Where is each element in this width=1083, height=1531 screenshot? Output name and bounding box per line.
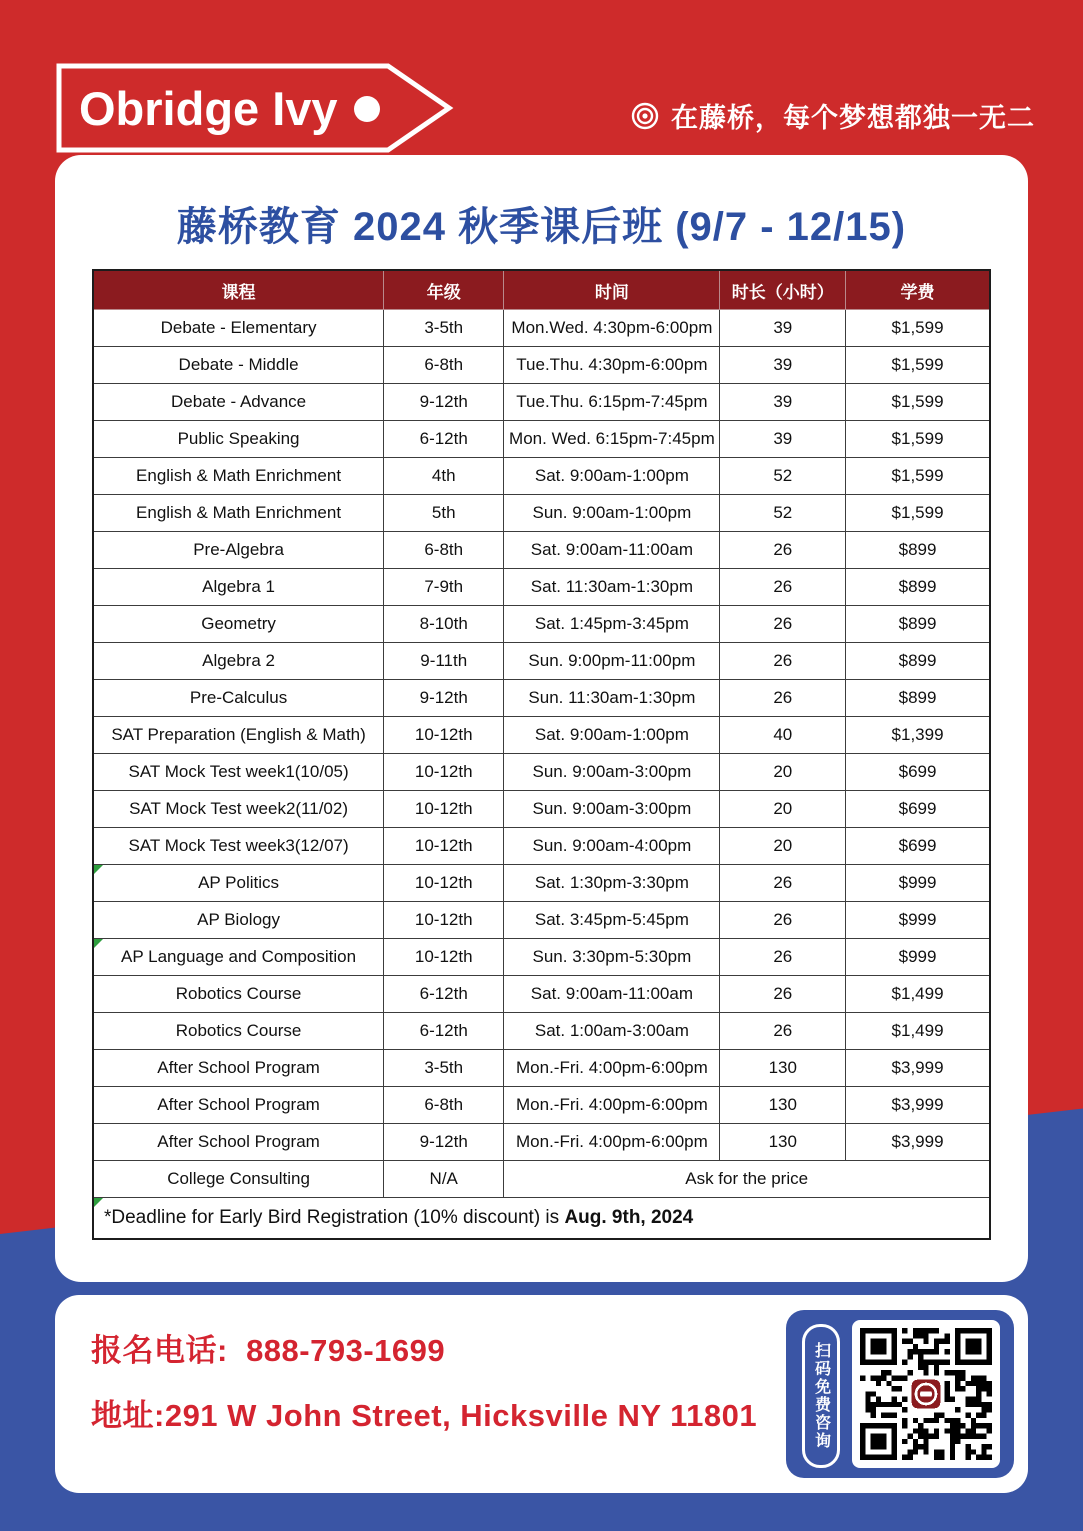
cell-hours: 39 — [720, 384, 846, 421]
cell-time: Sun. 3:30pm-5:30pm — [504, 939, 720, 976]
cell-time: Sat. 3:45pm-5:45pm — [504, 902, 720, 939]
cell-hours: 39 — [720, 310, 846, 347]
cell-grade: 3-5th — [384, 310, 504, 347]
cell-fee: $699 — [846, 754, 990, 791]
cell-hours: 130 — [720, 1050, 846, 1087]
cell-grade: 5th — [384, 495, 504, 532]
table-row — [93, 1087, 990, 1124]
table-row — [93, 569, 990, 606]
cell-fee: $899 — [846, 569, 990, 606]
qr-caption-pill: 扫码免费咨询 — [802, 1324, 840, 1468]
cell-time: Sun. 9:00am-3:00pm — [504, 754, 720, 791]
cell-course: SAT Preparation (English & Math) — [93, 717, 384, 754]
table-row — [93, 865, 990, 902]
cell-hours: 130 — [720, 1124, 846, 1161]
cell-course: Debate - Advance — [93, 384, 384, 421]
cell-time: Sun. 9:00am-1:00pm — [504, 495, 720, 532]
header-slogan — [631, 96, 1035, 135]
cell-time: Sun. 11:30am-1:30pm — [504, 680, 720, 717]
cell-hours: 26 — [720, 532, 846, 569]
address-value: 291 W John Street, Hicksville NY 11801 — [164, 1398, 758, 1433]
cell-course: AP Language and Composition — [93, 939, 384, 976]
cell-hours: 26 — [720, 865, 846, 902]
table-row — [93, 458, 990, 495]
phone-label: 报名电话: — [91, 1333, 228, 1368]
cell-grade: 6-8th — [384, 532, 504, 569]
phone-line — [91, 1325, 757, 1370]
cell-course: Debate - Elementary — [93, 310, 384, 347]
cell-time: Sun. 9:00pm-11:00pm — [504, 643, 720, 680]
table-row — [93, 828, 990, 865]
bullseye-icon — [631, 102, 659, 130]
cell-hours: 20 — [720, 828, 846, 865]
table-header-row — [93, 270, 990, 310]
cell-course: Geometry — [93, 606, 384, 643]
cell-fee: $1,599 — [846, 421, 990, 458]
cell-fee: $1,399 — [846, 717, 990, 754]
cell-grade: 9-12th — [384, 680, 504, 717]
cell-hours: 130 — [720, 1087, 846, 1124]
cell-course: English & Math Enrichment — [93, 458, 384, 495]
course-table-body — [93, 310, 990, 1198]
cell-time: Sun. 9:00am-4:00pm — [504, 828, 720, 865]
cell-time: Sat. 1:00am-3:00am — [504, 1013, 720, 1050]
cell-grade: 10-12th — [384, 828, 504, 865]
course-table — [92, 269, 991, 1240]
cell-time: Mon.-Fri. 4:00pm-6:00pm — [504, 1124, 720, 1161]
course-table-wrap — [92, 269, 991, 1240]
table-row — [93, 1013, 990, 1050]
cell-grade: 10-12th — [384, 939, 504, 976]
cell-fee: $3,999 — [846, 1050, 990, 1087]
page-title: 藤桥教育 2024 秋季课后班 (9/7 - 12/15) — [176, 205, 907, 249]
cell-course: SAT Mock Test week1(10/05) — [93, 754, 384, 791]
logo-dot — [354, 96, 380, 122]
qr-panel — [786, 1310, 1014, 1478]
cell-fee: $999 — [846, 865, 990, 902]
cell-hours: 26 — [720, 976, 846, 1013]
cell-hours: 39 — [720, 347, 846, 384]
cell-grade: N/A — [384, 1161, 504, 1198]
cell-course: Public Speaking — [93, 421, 384, 458]
cell-time: Sun. 9:00am-3:00pm — [504, 791, 720, 828]
cell-hours: 39 — [720, 421, 846, 458]
cell-course: Robotics Course — [93, 1013, 384, 1050]
deadline-note-row — [93, 1198, 990, 1240]
cell-course: Algebra 1 — [93, 569, 384, 606]
deadline-note-cell — [93, 1198, 990, 1240]
logo-banner — [55, 62, 455, 154]
cell-fee: $1,599 — [846, 310, 990, 347]
logo-arrow-shape — [55, 62, 455, 154]
cell-course: Pre-Algebra — [93, 532, 384, 569]
table-row — [93, 939, 990, 976]
table-row — [93, 791, 990, 828]
cell-time: Mon.-Fri. 4:00pm-6:00pm — [504, 1087, 720, 1124]
cell-time: Sat. 11:30am-1:30pm — [504, 569, 720, 606]
cell-hours: 26 — [720, 902, 846, 939]
cell-time: Sat. 1:45pm-3:45pm — [504, 606, 720, 643]
cell-hours: 52 — [720, 495, 846, 532]
cell-course: Debate - Middle — [93, 347, 384, 384]
corner-mark — [94, 939, 103, 948]
contact-card — [55, 1295, 1028, 1493]
cell-fee: $999 — [846, 939, 990, 976]
cell-time: Mon.-Fri. 4:00pm-6:00pm — [504, 1050, 720, 1087]
cell-course: Pre-Calculus — [93, 680, 384, 717]
slogan-text: 在藤桥，每个梦想都独一无二 — [671, 103, 1035, 133]
cell-time: Tue.Thu. 6:15pm-7:45pm — [504, 384, 720, 421]
cell-hours: 26 — [720, 1013, 846, 1050]
table-row — [93, 643, 990, 680]
table-row — [93, 384, 990, 421]
table-row — [93, 347, 990, 384]
address-label: 地址: — [91, 1398, 165, 1433]
cell-course: College Consulting — [93, 1161, 384, 1198]
cell-grade: 8-10th — [384, 606, 504, 643]
address-line — [91, 1390, 757, 1435]
cell-hours: 40 — [720, 717, 846, 754]
cell-fee: $1,499 — [846, 976, 990, 1013]
cell-hours: 26 — [720, 569, 846, 606]
deadline-date: Aug. 9th, 2024 — [564, 1207, 694, 1228]
phone-number: 888-793-1699 — [246, 1333, 446, 1368]
cell-fee: $899 — [846, 643, 990, 680]
cell-time: Sat. 9:00am-11:00am — [504, 532, 720, 569]
cell-course: English & Math Enrichment — [93, 495, 384, 532]
qr-code — [852, 1320, 1000, 1468]
col-header-hours: 时长（小时） — [720, 270, 846, 310]
corner-mark — [94, 865, 103, 874]
cell-time: Tue.Thu. 4:30pm-6:00pm — [504, 347, 720, 384]
cell-grade: 10-12th — [384, 754, 504, 791]
cell-time: Sat. 9:00am-1:00pm — [504, 458, 720, 495]
cell-hours: 26 — [720, 606, 846, 643]
cell-grade: 9-12th — [384, 384, 504, 421]
deadline-note-text: *Deadline for Early Bird Registration (10% discount) is — [104, 1207, 565, 1228]
cell-grade: 10-12th — [384, 865, 504, 902]
cell-course: SAT Mock Test week2(11/02) — [93, 791, 384, 828]
col-header-time: 时间 — [504, 270, 720, 310]
table-row — [93, 717, 990, 754]
cell-fee: $3,999 — [846, 1124, 990, 1161]
cell-fee: $3,999 — [846, 1087, 990, 1124]
cell-fee: $1,499 — [846, 1013, 990, 1050]
cell-grade: 10-12th — [384, 791, 504, 828]
cell-hours: 20 — [720, 754, 846, 791]
cell-hours: 26 — [720, 643, 846, 680]
cell-time: Mon.Wed. 4:30pm-6:00pm — [504, 310, 720, 347]
cell-course: After School Program — [93, 1050, 384, 1087]
table-row — [93, 495, 990, 532]
table-row — [93, 902, 990, 939]
cell-fee: $699 — [846, 828, 990, 865]
cell-grade: 10-12th — [384, 902, 504, 939]
cell-time: Sat. 9:00am-11:00am — [504, 976, 720, 1013]
cell-ask-for-price: Ask for the price — [504, 1161, 990, 1198]
cell-grade: 3-5th — [384, 1050, 504, 1087]
table-row — [93, 1124, 990, 1161]
cell-grade: 10-12th — [384, 717, 504, 754]
cell-fee: $1,599 — [846, 495, 990, 532]
cell-hours: 26 — [720, 939, 846, 976]
corner-mark — [94, 1198, 103, 1207]
schedule-card — [55, 155, 1028, 1282]
qr-code-image — [860, 1328, 992, 1460]
table-row — [93, 532, 990, 569]
cell-hours: 20 — [720, 791, 846, 828]
table-row — [93, 310, 990, 347]
logo-text: Obridge Ivy — [79, 82, 338, 135]
cell-grade: 4th — [384, 458, 504, 495]
table-row — [93, 680, 990, 717]
cell-course: AP Politics — [93, 865, 384, 902]
cell-grade: 9-11th — [384, 643, 504, 680]
cell-hours: 52 — [720, 458, 846, 495]
cell-fee: $899 — [846, 606, 990, 643]
cell-fee: $1,599 — [846, 347, 990, 384]
cell-fee: $1,599 — [846, 458, 990, 495]
table-row — [93, 606, 990, 643]
cell-time: Sat. 9:00am-1:00pm — [504, 717, 720, 754]
cell-course: Robotics Course — [93, 976, 384, 1013]
cell-fee: $999 — [846, 902, 990, 939]
cell-fee: $699 — [846, 791, 990, 828]
cell-grade: 6-8th — [384, 1087, 504, 1124]
contact-text — [91, 1325, 757, 1435]
col-header-grade: 年级 — [384, 270, 504, 310]
cell-grade: 6-12th — [384, 421, 504, 458]
cell-time: Mon. Wed. 6:15pm-7:45pm — [504, 421, 720, 458]
cell-course: After School Program — [93, 1087, 384, 1124]
cell-course: After School Program — [93, 1124, 384, 1161]
cell-grade: 6-12th — [384, 976, 504, 1013]
table-row — [93, 421, 990, 458]
table-row — [93, 1161, 990, 1198]
cell-fee: $899 — [846, 680, 990, 717]
cell-fee: $1,599 — [846, 384, 990, 421]
table-row — [93, 976, 990, 1013]
cell-time: Sat. 1:30pm-3:30pm — [504, 865, 720, 902]
cell-fee: $899 — [846, 532, 990, 569]
cell-grade: 6-12th — [384, 1013, 504, 1050]
cell-grade: 7-9th — [384, 569, 504, 606]
cell-grade: 6-8th — [384, 347, 504, 384]
cell-course: AP Biology — [93, 902, 384, 939]
cell-course: SAT Mock Test week3(12/07) — [93, 828, 384, 865]
col-header-course: 课程 — [93, 270, 384, 310]
table-row — [93, 754, 990, 791]
cell-course: Algebra 2 — [93, 643, 384, 680]
col-header-fee: 学费 — [846, 270, 990, 310]
cell-hours: 26 — [720, 680, 846, 717]
cell-grade: 9-12th — [384, 1124, 504, 1161]
table-row — [93, 1050, 990, 1087]
